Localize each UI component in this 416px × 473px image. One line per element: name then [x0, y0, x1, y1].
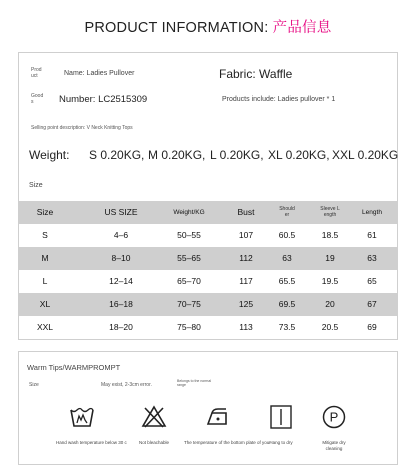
tips-size-label: Size — [29, 382, 39, 388]
hand-wash-icon — [69, 404, 95, 430]
hang-dry-icon — [268, 404, 294, 430]
cell-bust: 125 — [238, 299, 254, 309]
weight-l: L 0.20KG, — [210, 148, 264, 162]
cell-weight: 55–65 — [177, 253, 201, 263]
selling-point: Selling point description: V Neck Knitting Tops — [31, 125, 133, 131]
header-shoulder: Should er — [279, 206, 295, 218]
page-title-en: PRODUCT INFORMATION: — [84, 20, 273, 36]
cell-us-size: 16–18 — [109, 299, 133, 309]
cell-length: 65 — [367, 276, 377, 286]
cell-weight: 50–55 — [177, 230, 201, 240]
care-label-hand-wash: Hand wash temperature below 30 c — [56, 440, 127, 445]
cell-shoulder: 60.5 — [278, 230, 296, 240]
cell-bust: 112 — [239, 253, 253, 263]
cell-sleeve-length: 20 — [325, 299, 335, 309]
cell-weight: 70–75 — [177, 299, 201, 309]
header-us-size: US SIZE — [104, 207, 138, 217]
care-label-iron: The temperature of the bottom plate of your — [184, 440, 271, 445]
cell-sleeve-length: 19 — [325, 253, 335, 263]
header-sleeve-length: Sleeve L ength — [320, 206, 340, 218]
header-length: Length — [362, 209, 382, 216]
cell-size: M — [41, 253, 49, 263]
page-title-cn: 产品信息 — [272, 20, 332, 36]
product-number: Number: LC2515309 — [59, 94, 148, 105]
size-label: Size — [29, 182, 43, 189]
cell-shoulder: 73.5 — [278, 322, 296, 332]
cell-bust: 107 — [238, 230, 254, 240]
cell-sleeve-length: 19.5 — [321, 276, 339, 286]
size-table-header — [19, 201, 397, 224]
cell-shoulder: 65.5 — [278, 276, 296, 286]
cell-us-size: 12–14 — [109, 276, 133, 286]
cell-size: S — [42, 230, 48, 240]
svg-text:P: P — [329, 409, 339, 425]
cell-shoulder: 63 — [282, 253, 292, 263]
table-row — [19, 247, 397, 270]
tips-small-note: Belongs to the normal range — [177, 379, 212, 387]
cell-us-size: 18–20 — [109, 322, 133, 332]
table-row — [19, 224, 397, 247]
cell-weight: 65–70 — [177, 276, 201, 286]
cell-size: XXL — [36, 322, 54, 332]
header-weight: Weight/KG — [173, 209, 205, 216]
care-label-no-bleach: Not bleachable — [138, 440, 170, 445]
cell-length: 61 — [367, 230, 377, 240]
cell-us-size: 4–6 — [113, 230, 129, 240]
cell-size: L — [42, 276, 48, 286]
header-bust: Bust — [237, 207, 255, 217]
table-row — [19, 293, 397, 316]
cell-size: XL — [39, 299, 51, 309]
no-bleach-icon — [141, 404, 167, 430]
cell-length: 63 — [367, 253, 377, 263]
table-row — [19, 270, 397, 293]
cell-length: 67 — [367, 299, 377, 309]
warm-tips-title: Warm Tips/WARMPROMPT — [27, 363, 121, 372]
dry-clean-icon — [321, 404, 347, 430]
cell-bust: 113 — [239, 322, 253, 332]
weight-xxl: XXL 0.20KG — [332, 148, 399, 162]
goods-label: Good s — [31, 93, 44, 105]
cell-sleeve-length: 20.5 — [321, 322, 339, 332]
cell-sleeve-length: 18.5 — [321, 230, 339, 240]
product-info-card — [18, 52, 398, 340]
cell-shoulder: 69.5 — [278, 299, 296, 309]
tips-size-note: May exist, 2-3cm error. — [101, 382, 152, 388]
product-label: Prod uct — [31, 67, 42, 79]
iron-icon — [204, 404, 230, 430]
weight-label: Weight: — [29, 148, 70, 162]
fabric: Fabric: Waffle — [219, 67, 293, 81]
weight-xl: XL 0.20KG, — [268, 148, 330, 162]
weight-m: M 0.20KG, — [148, 148, 206, 162]
header-size: Size — [36, 207, 54, 217]
cell-bust: 117 — [239, 276, 253, 286]
page-title — [0, 16, 416, 37]
cell-us-size: 8–10 — [111, 253, 131, 263]
cell-length: 69 — [367, 322, 377, 332]
weight-s: S 0.20KG, — [89, 148, 145, 162]
table-row — [19, 316, 397, 339]
care-label-hang-dry: Hang to dry — [269, 440, 293, 445]
products-include: Products include: Ladies pullover * 1 — [222, 96, 336, 103]
product-name: Name: Ladies Pullover — [64, 70, 135, 77]
care-label-dry-clean: Mitigate dry cleaning — [322, 440, 346, 451]
cell-weight: 75–80 — [177, 322, 201, 332]
